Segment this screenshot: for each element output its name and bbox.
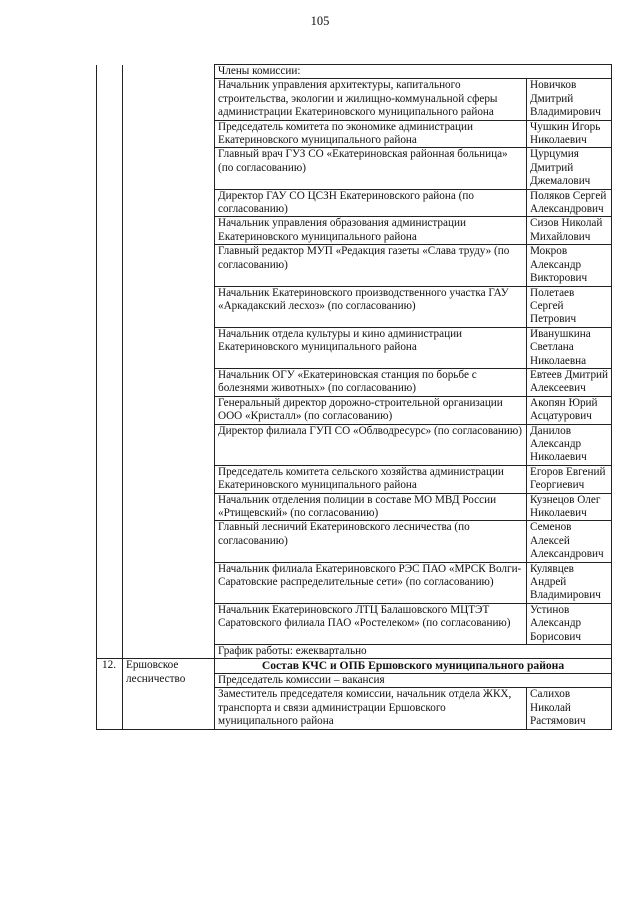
member-name: Салихов Николай Растямович: [526, 688, 611, 729]
member-position: Начальник Екатериновского производственного участка ГАУ «Аркадакский лесхоз» (по согласованию): [215, 286, 527, 327]
member-position: Генеральный директор дорожно-строительной организации ООО «Кристалл» (по согласованию): [215, 396, 527, 424]
member-position: Главный редактор МУП «Редакция газеты «Слава труду» (по согласованию): [215, 245, 527, 286]
section-number: 12.: [97, 659, 123, 729]
member-name: Сизов Николай Михайлович: [526, 217, 611, 245]
member-name: Поляков Сергей Александрович: [526, 189, 611, 217]
page-number: 105: [310, 14, 330, 28]
forestry-cell-empty: [123, 65, 215, 659]
members-heading: Члены комиссии:: [215, 65, 612, 79]
member-name: Егоров Евгений Георгиевич: [526, 465, 611, 493]
member-position: Директор ГАУ СО ЦСЗН Екатериновского района (по согласованию): [215, 189, 527, 217]
commission-table: [96, 64, 612, 730]
chair-text: Председатель комиссии – вакансия: [215, 673, 612, 687]
forestry-name: Ершовское лесничество: [123, 659, 215, 729]
member-name: Кузнецов Олег Николаевич: [526, 493, 611, 521]
member-name: Новичков Дмитрий Владимирович: [526, 79, 611, 120]
section-12-body: [97, 659, 612, 729]
member-position: Начальник отдела культуры и кино администрации Екатериновского муниципального района: [215, 327, 527, 368]
previous-section-body: [97, 65, 612, 659]
member-position: Директор филиала ГУП СО «Облводресурс» (по согласованию): [215, 424, 527, 465]
member-position: Председатель комитета по экономике администрации Екатериновского муниципального района: [215, 120, 527, 148]
member-position: Начальник управления образования администрации Екатериновского муниципального района: [215, 217, 527, 245]
member-name: Чушкин Игорь Николаевич: [526, 120, 611, 148]
member-name: Устинов Александр Борисович: [526, 603, 611, 644]
member-name: Полетаев Сергей Петрович: [526, 286, 611, 327]
member-name: Иванушкина Светлана Николаевна: [526, 327, 611, 368]
member-name: Кулявцев Андрей Владимирович: [526, 562, 611, 603]
member-position: Председатель комитета сельского хозяйства администрации Екатериновского муниципального района: [215, 465, 527, 493]
member-name: Евтеев Дмитрий Алексеевич: [526, 368, 611, 396]
member-position: Начальник ОГУ «Екатериновская станция по борьбе с болезнями животных» (по согласованию): [215, 368, 527, 396]
member-name: Мокров Александр Викторович: [526, 245, 611, 286]
section-title-row: [97, 659, 612, 673]
member-name: Акопян Юрий Асцатурович: [526, 396, 611, 424]
member-position: Начальник Екатериновского ЛТЦ Балашовского МЦТЭТ Саратовского филиала ПАО «Ростелеком» (по согласованию): [215, 603, 527, 644]
member-position: Заместитель председателя комиссии, начальник отдела ЖКХ, транспорта и связи администрации Ершовского муниципального района: [215, 688, 527, 729]
member-position: Главный лесничий Екатериновского лесничества (по согласованию): [215, 521, 527, 562]
member-position: Начальник управления архитектуры, капитального строительства, экологии и жилищно-коммунальной сферы администрации Екатериновского муниципального района: [215, 79, 527, 120]
member-name: Цурцумия Дмитрий Джемалович: [526, 148, 611, 189]
member-name: Семенов Алексей Александрович: [526, 521, 611, 562]
number-cell-empty: [97, 65, 123, 659]
section-title: Состав КЧС и ОПБ Ершовского муниципального района: [215, 659, 612, 673]
member-position: Начальник отделения полиции в составе МО МВД России «Ртищевский» (по согласованию): [215, 493, 527, 521]
member-position: Главный врач ГУЗ СО «Екатериновская районная больница» (по согласованию): [215, 148, 527, 189]
member-name: Данилов Александр Николаевич: [526, 424, 611, 465]
member-position: Начальник филиала Екатериновского РЭС ПАО «МРСК Волги-Саратовские распределительные сети» (по согласованию): [215, 562, 527, 603]
members-heading-row: [97, 65, 612, 79]
schedule-text: График работы: ежеквартально: [215, 645, 612, 659]
